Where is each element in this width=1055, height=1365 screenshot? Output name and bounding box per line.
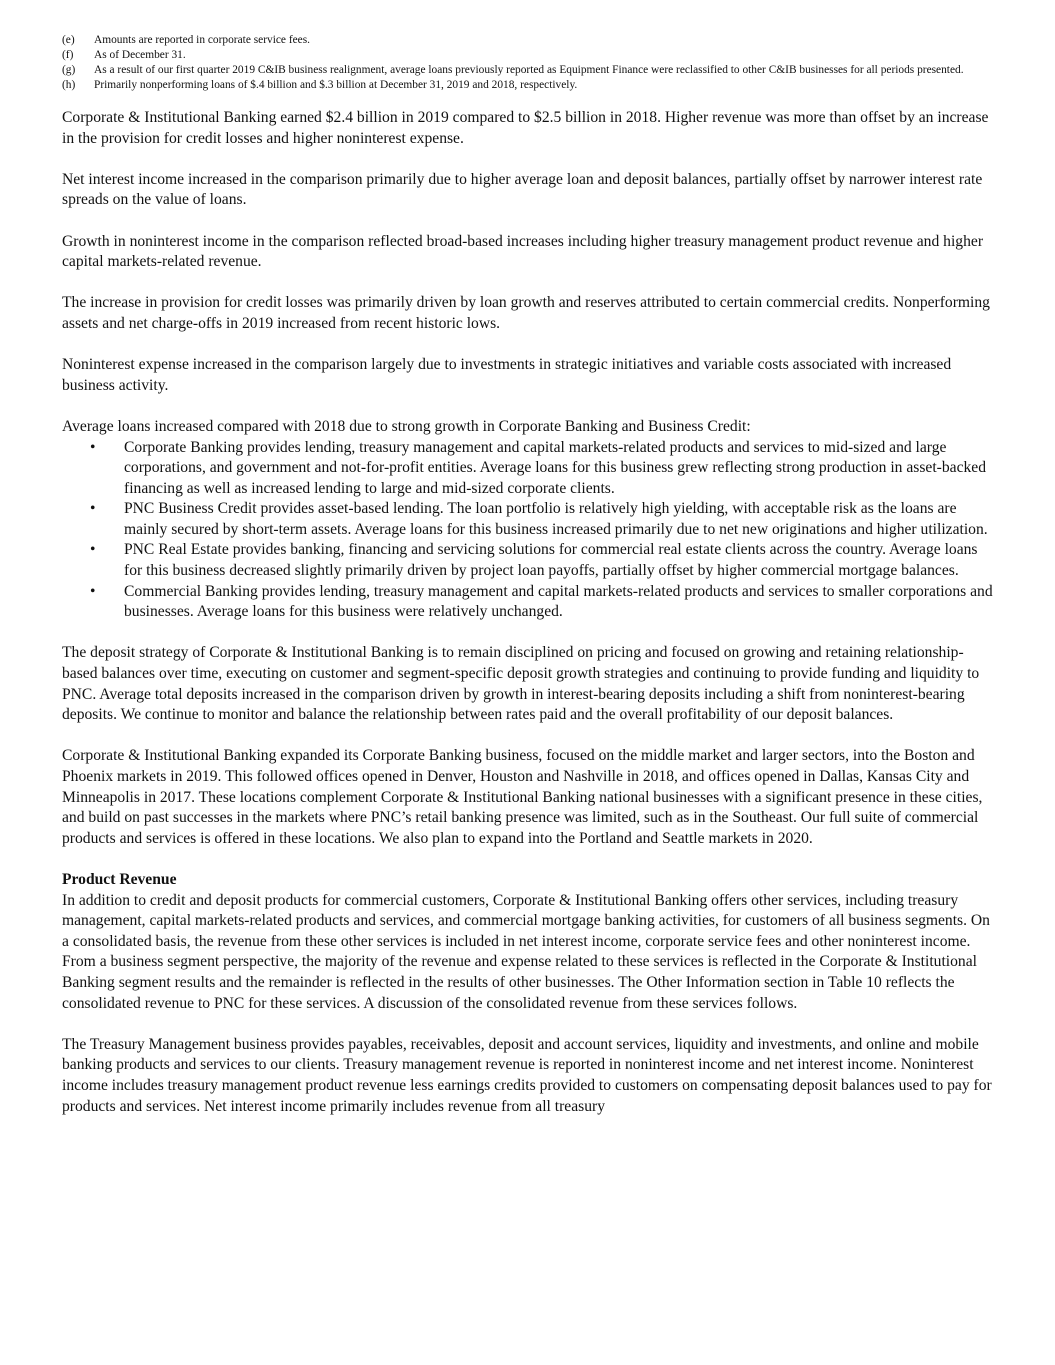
bullet-text: Corporate Banking provides lending, treasury management and capital markets-related products and services to mid-sized and large corporations, and government and not-for-profit entities. Average loans for this business grew reflecting strong production in asset-backed financing as well as increased lending to large and mid-sized corporate clients. [124,438,987,497]
list-item [62,540,997,581]
business-bullet-list [62,438,997,623]
bullet-text: PNC Business Credit provides asset-based lending. The loan portfolio is relatively high yielding, with acceptable risk as the loans are mainly secured by short-term assets. Average loans for this business increased primarily due to net new originations and higher utilization. [124,500,988,538]
paragraph-noninterest-expense: Noninterest expense increased in the comparison largely due to investments in strategic initiatives and variable costs associated with increased business activity. [62,356,952,394]
section-heading-product-revenue: Product Revenue [62,870,177,888]
paragraph-expansion: Corporate & Institutional Banking expanded its Corporate Banking business, focused on the middle market and larger sectors, into the Boston and Phoenix markets in 2019. This followed offices opened in Denver, Houston and Nashville in 2018, and offices opened in Dallas, Kansas City and Minneapolis in 2017. These locations complement Corporate & Institutional Banking national businesses with a significant presence in these cities, and build on past successes in the markets where PNC’s retail banking presence was limited, such as in the Southeast. Our full suite of commercial products and services is offered in these locations. We also plan to expand into the Portland and Seattle markets in 2020. [62,747,983,847]
paragraph-net-interest-income: Net interest income increased in the comparison primarily due to higher average loan and deposit balances, partially offset by narrower interest rate spreads on the value of loans. [62,170,983,209]
paragraph-provision: The increase in provision for credit losses was primarily driven by loan growth and reserves attributed to certain commercial credits. Nonperforming assets and net charge-offs in 2019 increased from recent historic lows. [62,294,990,332]
footnote-key: (g) [62,64,76,76]
paragraph-noninterest-income: Growth in noninterest income in the comparison reflected broad-based increases including higher treasury management product revenue and higher capital markets-related revenue. [62,232,984,271]
footnotes [62,33,997,93]
bullet-mark: • [90,500,96,518]
paragraph-treasury-management: The Treasury Management business provides payables, receivables, deposit and account services, liquidity and investments, and online and mobile banking products and services to our clients. Treasury management revenue is reported in noninterest income and net interest income. Noninterest income includes treasury management product revenue less earnings credits provided to customers on compensating deposit balances used to pay for products and services. Net interest income primarily includes revenue from all treasury [62,1035,992,1115]
footnote-key: (h) [62,79,76,91]
bullet-text: Commercial Banking provides lending, treasury management and capital markets-related products and services to smaller corporations and businesses. Average loans for this business were relatively unchanged. [124,582,993,621]
footnote-text: Amounts are reported in corporate service fees. [94,34,311,46]
bullet-mark: • [90,438,96,456]
footnote-h [62,78,997,93]
document-page [62,33,997,1138]
footnote-f [62,48,997,63]
bullet-mark: • [90,582,96,600]
list-item [62,582,997,623]
footnote-key: (e) [62,34,75,46]
list-item [62,499,997,540]
paragraph-product-revenue: In addition to credit and deposit products for commercial customers, Corporate & Institutional Banking offers other services, including treasury management, capital markets-related products and services, and commercial mortgage banking activities, for customers of all business segments. On a consolidated basis, the revenue from these other services is included in net interest income, corporate service fees and other noninterest income. From a business segment perspective, the majority of the revenue and expense related to these services is reflected in the Corporate & Institutional Banking segment results and the remainder is reflected in the results of other businesses. The Other Information section in Table 10 reflects the consolidated revenue to PNC for these services. A discussion of the consolidated revenue from these services follows. [62,891,990,1012]
footnote-text: As of December 31. [94,49,186,61]
paragraph-average-loans: Average loans increased compared with 2018 due to strong growth in Corporate Banking and Business Credit: [62,417,751,435]
footnote-text: As a result of our first quarter 2019 C&IB business realignment, average loans previously reported as Equipment Finance were reclassified to other C&IB businesses for all periods presented. [94,64,964,76]
paragraph-deposit-strategy: The deposit strategy of Corporate & Institutional Banking is to remain disciplined on pricing and focused on growing and retaining relationship-based balances over time, executing on customer and segment-specific deposit growth strategies and continuing to provide funding and liquidity to PNC. Average total deposits increased in the comparison driven by growth in interest-bearing deposits including a shift from noninterest-bearing deposits. We continue to monitor and balance the relationship between rates paid and the overall profitability of our deposit balances. [62,644,980,724]
footnote-g [62,63,997,78]
footnote-text: Primarily nonperforming loans of $.4 billion and $.3 billion at December 31, 2019 and 2018, respectively. [94,79,578,91]
list-item [62,438,997,500]
bullet-mark: • [90,541,96,559]
bullet-text: PNC Real Estate provides banking, financing and servicing solutions for commercial real estate clients across the country. Average loans for this business decreased slightly primarily driven by project loan payoffs, partially offset by higher commercial mortgage balances. [124,541,978,580]
footnote-key: (f) [62,49,74,61]
footnote-e [62,33,997,48]
paragraph-earnings: Corporate & Institutional Banking earned $2.4 billion in 2019 compared to $2.5 billion in 2018. Higher revenue was more than offset by an increase in the provision for credit losses and higher noninterest expense. [62,109,989,147]
